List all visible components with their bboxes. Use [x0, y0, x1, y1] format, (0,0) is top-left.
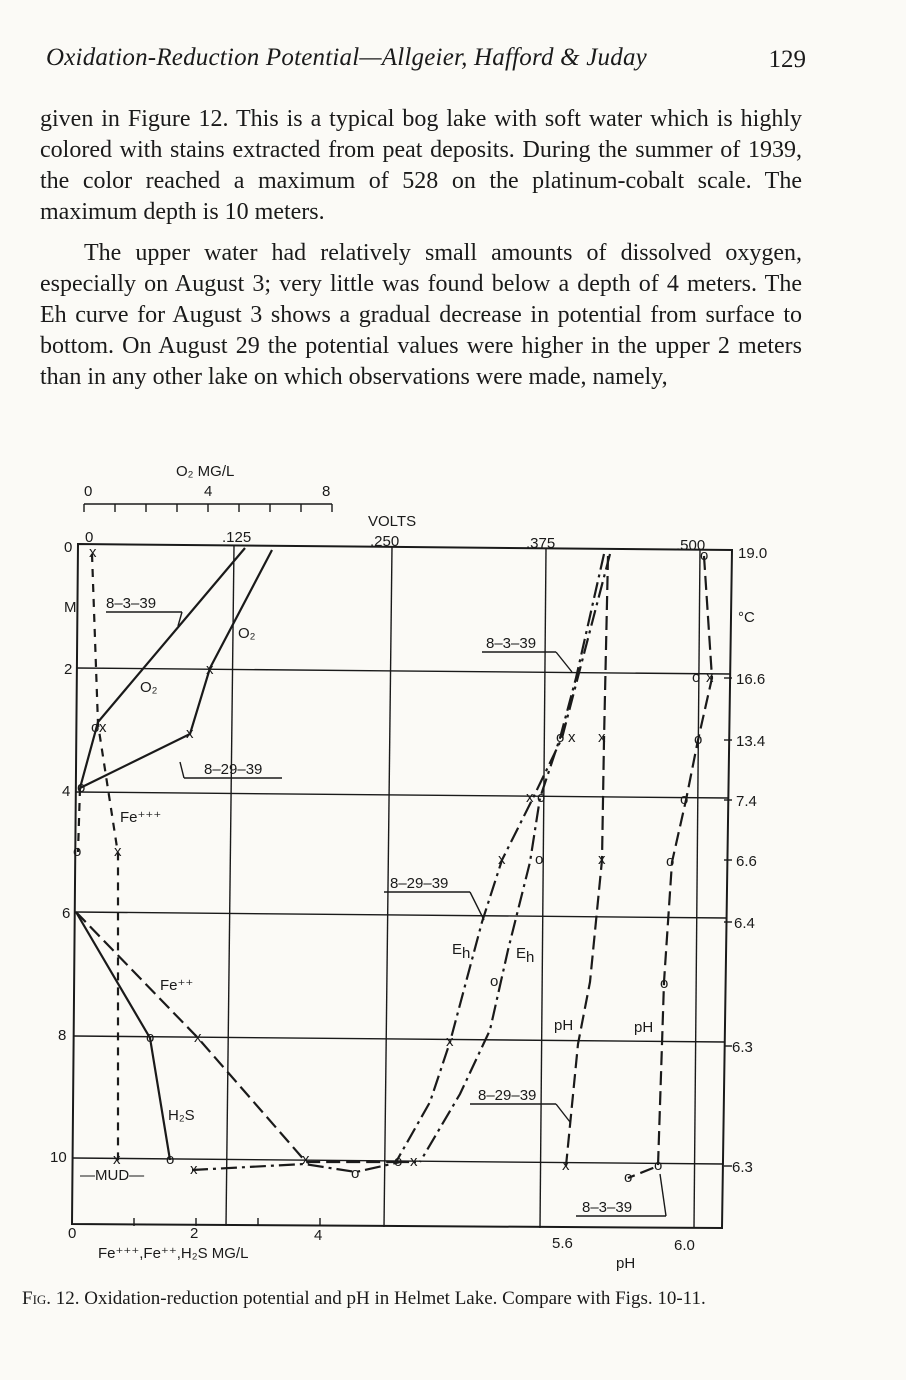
marker-o: o — [535, 851, 544, 868]
depth-tick: 10 — [50, 1149, 67, 1166]
fe-tick: 4 — [314, 1227, 323, 1244]
label-o2: O₂ — [238, 625, 256, 642]
label-mud: —MUD— — [80, 1167, 145, 1184]
depth-tick: 8 — [58, 1027, 67, 1044]
label-date-aug3: 8–3–39 — [486, 635, 537, 652]
o2-axis-title: O₂ MG/L — [176, 463, 235, 480]
marker-x: x — [446, 1033, 454, 1050]
label-date-aug3: 8–3–39 — [106, 595, 157, 612]
fe-axis-title: Fe⁺⁺⁺,Fe⁺⁺,H₂S MG/L — [98, 1245, 249, 1262]
volts-tick: .125 — [222, 529, 252, 546]
label-eh: Eh — [516, 945, 535, 966]
depth-tick: 6 — [62, 905, 71, 922]
marker-x: x — [113, 1151, 121, 1168]
ph-tick: 5.6 — [552, 1235, 573, 1252]
page-number: 129 — [768, 46, 806, 73]
temp-tick: 13.4 — [736, 733, 766, 750]
ph-axis-title: pH — [616, 1255, 636, 1272]
temp-tick: 6.3 — [732, 1039, 753, 1056]
marker-x: x — [99, 719, 107, 736]
temp-axis-ticks — [724, 678, 732, 1166]
marker-x: x — [562, 1157, 570, 1174]
temp-unit: °C — [738, 609, 755, 626]
marker-x: x — [190, 1161, 198, 1178]
data-markers — [73, 544, 714, 1186]
o2-tick: 8 — [322, 483, 331, 500]
label-eh: Eh — [452, 941, 471, 962]
marker-o: o — [624, 1169, 633, 1186]
marker-x: x — [568, 729, 576, 746]
label-date-aug3: 8–3–39 — [582, 1199, 633, 1216]
temp-tick: 6.6 — [736, 853, 757, 870]
marker-x: x — [302, 1151, 310, 1168]
o2-tick: 4 — [204, 483, 213, 500]
marker-o: o — [77, 779, 86, 796]
paragraph: The upper water had relatively small amounts of dissolved oxygen, especially on August 3; very little was found below a depth of 4 meters. The Eh curve for August 3 shows a gradual decrease in potential from surface to bottom. On August 29 the potential values were higher in the upper 2 meters than in any other lake on which observations were made, namely, — [40, 240, 802, 390]
marker-o: o — [654, 1157, 663, 1174]
marker-o: o — [490, 973, 499, 990]
marker-o: o — [680, 791, 689, 808]
label-ph: pH — [554, 1017, 574, 1034]
marker-o: o — [692, 669, 701, 686]
depth-tick: 2 — [64, 661, 73, 678]
volts-tick: .375 — [526, 535, 556, 552]
volts-tick: 0 — [85, 529, 94, 546]
marker-o: o — [556, 729, 565, 746]
figure-caption — [22, 1288, 792, 1310]
marker-o: o — [394, 1153, 403, 1170]
label-date-aug29: 8–29–39 — [478, 1087, 537, 1104]
marker-x: x — [186, 725, 194, 742]
marker-o: o — [166, 1151, 175, 1168]
label-date-aug29: 8–29–39 — [390, 875, 449, 892]
marker-o: o — [666, 853, 675, 870]
depth-tick: 0 — [64, 539, 73, 556]
temp-tick: 19.0 — [738, 545, 768, 562]
marker-x: x — [206, 661, 214, 678]
depth-tick: 4 — [62, 783, 71, 800]
temp-tick: 6.3 — [732, 1159, 753, 1176]
volts-tick: .250 — [370, 533, 400, 550]
temp-tick: 6.4 — [734, 915, 755, 932]
fe-tick: 2 — [190, 1225, 199, 1242]
label-fe3: Fe⁺⁺⁺ — [120, 809, 162, 826]
volts-tick: .500 — [676, 537, 706, 554]
figure — [0, 462, 906, 1288]
o2-axis-ticks — [84, 504, 332, 512]
label-ph: pH — [634, 1019, 654, 1036]
figure-plot — [0, 462, 906, 1288]
marker-x: x — [706, 669, 714, 686]
o2-tick: 0 — [84, 483, 93, 500]
marker-x: x — [526, 789, 534, 806]
label-fe2: Fe⁺⁺ — [160, 977, 194, 994]
label-h2s: H₂S — [168, 1107, 195, 1124]
paragraph: given in Figure 12. This is a typical bog lake with soft water which is highly colored with stains extracted from peat deposits. During the summer of 1939, the color reached a maximum of 528 on the platinum-cobalt scale. The maximum depth is 10 meters. — [40, 106, 802, 225]
marker-x: x — [114, 843, 122, 860]
marker-o: o — [73, 843, 82, 860]
marker-x: x — [194, 1029, 202, 1046]
depth-unit: M — [64, 599, 77, 616]
running-title: Oxidation-Reduction Potential—Allgeier, Hafford & Juday — [46, 44, 647, 71]
marker-o: o — [694, 731, 703, 748]
marker-o: o — [91, 719, 100, 736]
temp-tick: 7.4 — [736, 793, 757, 810]
label-date-aug29: 8–29–39 — [204, 761, 263, 778]
body-text — [40, 104, 802, 403]
marker-o: o — [660, 975, 669, 992]
temp-tick: 16.6 — [736, 671, 766, 688]
caption-text: Oxidation-reduction potential and pH in Helmet Lake. Compare with Figs. 10-11. — [84, 1288, 706, 1309]
fe-tick: 0 — [68, 1225, 77, 1242]
marker-o: o — [351, 1165, 360, 1182]
marker-x: x — [498, 851, 506, 868]
ph-tick: 6.0 — [674, 1237, 695, 1254]
marker-x: x — [89, 544, 97, 561]
marker-o: o — [146, 1029, 155, 1046]
caption-label: Fig. 12. — [22, 1288, 80, 1309]
marker-x: x — [598, 729, 606, 746]
marker-o: o — [700, 547, 709, 564]
marker-x: x — [410, 1153, 418, 1170]
running-head — [46, 40, 806, 80]
marker-o: o — [537, 789, 546, 806]
label-o2: O₂ — [140, 679, 158, 696]
marker-x: x — [598, 851, 606, 868]
volts-axis-title: VOLTS — [368, 513, 417, 530]
